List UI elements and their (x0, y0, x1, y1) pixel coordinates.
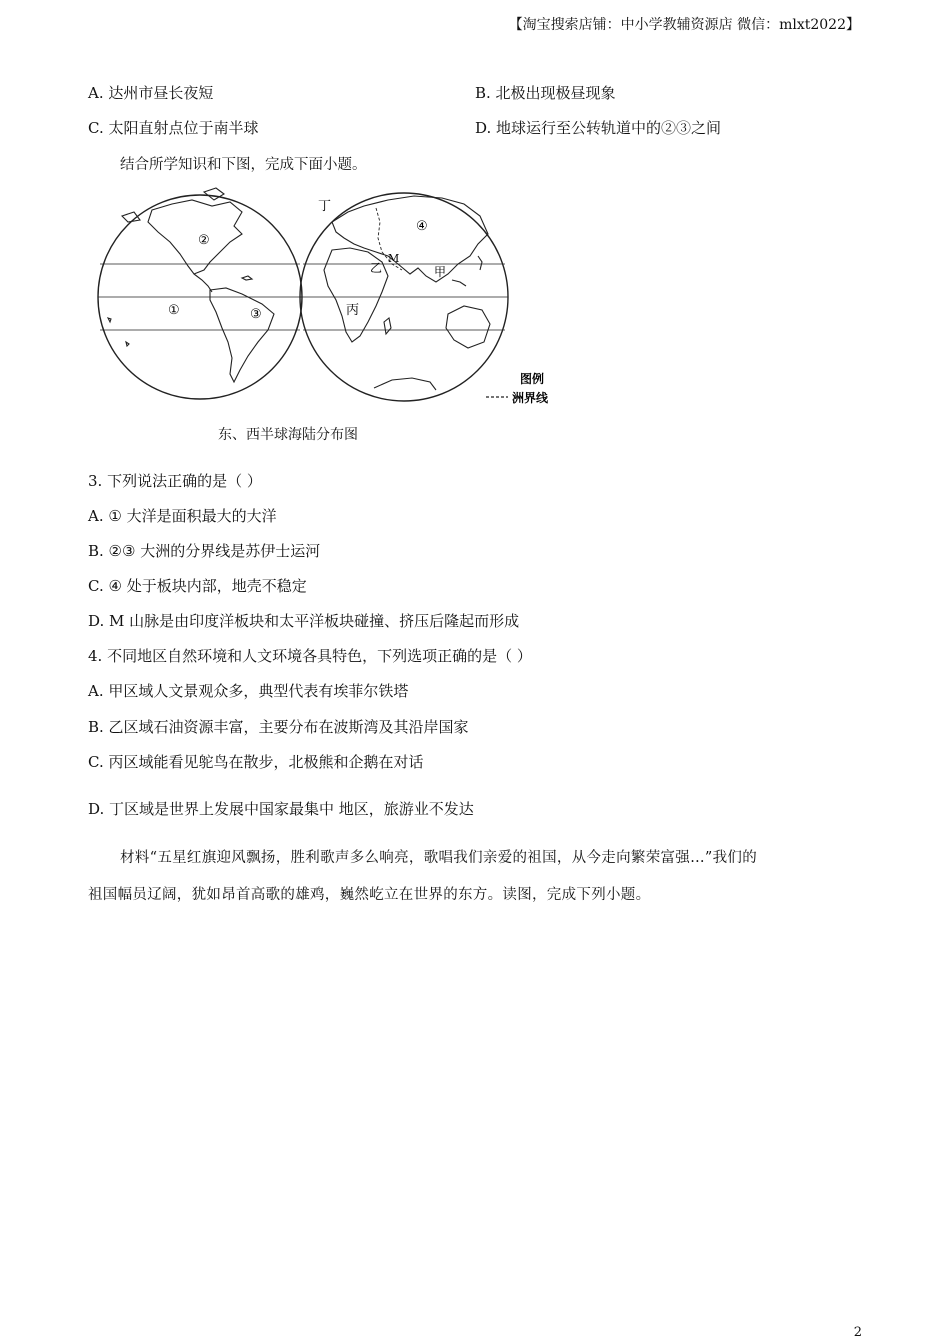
label-jia: 甲 (434, 265, 447, 279)
label-yi: 乙 (370, 261, 383, 275)
map-caption: 东、西半球海陆分布图 (218, 427, 358, 443)
q4-option-d: D. 丁区域是世界上发展中国家最集中 地区，旅游业不发达 (88, 800, 474, 818)
q3-option-d: D. M 山脉是由印度洋板块和太平洋板块碰撞、挤压后隆起而形成 (88, 612, 520, 630)
q3-option-c: C. ④ 处于板块内部，地壳不稳定 (88, 577, 307, 595)
hemisphere-map (92, 182, 562, 412)
map-svg (92, 182, 562, 412)
legend-item: 洲界线 (512, 391, 549, 405)
prev-option-c: C. 太阳直射点位于南半球 (88, 119, 259, 137)
western-hemisphere (98, 188, 302, 399)
label-m: M (388, 252, 400, 265)
prev-option-b: B. 北极出现极昼现象 (475, 84, 616, 102)
prev-option-a: A. 达州市昼长夜短 (88, 84, 214, 102)
label-2: ② (198, 233, 210, 248)
label-bing: 丙 (346, 303, 360, 318)
label-1: ① (168, 303, 180, 318)
q4-option-a: A. 甲区域人文景观众多，典型代表有埃菲尔铁塔 (88, 682, 409, 700)
q3-stem: 3. 下列说法正确的是（ ） (88, 472, 262, 490)
legend-title: 图例 (520, 372, 545, 386)
eastern-hemisphere (300, 193, 508, 401)
label-ding: 丁 (318, 199, 332, 214)
q4-option-c: C. 丙区域能看见鸵鸟在散步，北极熊和企鹅在对话 (88, 753, 424, 771)
prev-option-d: D. 地球运行至公转轨道中的②③之间 (475, 119, 722, 137)
q4-option-b: B. 乙区域石油资源丰富，主要分布在波斯湾及其沿岸国家 (88, 718, 469, 736)
material-line-2: 祖国幅员辽阔，犹如昂首高歌的雄鸡，巍然屹立在世界的东方。读图，完成下列小题。 (88, 887, 651, 903)
q3-option-b: B. ②③ 大洲的分界线是苏伊士运河 (88, 542, 321, 560)
q3-option-a: A. ① 大洋是面积最大的大洋 (88, 507, 277, 525)
label-3: ③ (250, 307, 262, 322)
page-header: 【淘宝搜索店铺：中小学教辅资源店 微信：mlxt2022】 (508, 17, 860, 33)
label-4: ④ (416, 219, 428, 234)
page-number: 2 (853, 1325, 862, 1340)
q4-stem: 4. 不同地区自然环境和人文环境各具特色，下列选项正确的是（ ） (88, 647, 532, 665)
intro-text: 结合所学知识和下图，完成下面小题。 (120, 157, 367, 173)
material-line-1: 材料“五星红旗迎风飘扬，胜利歌声多么响亮，歌唱我们亲爱的祖国，从今走向繁荣富强…”我们的 (120, 850, 758, 866)
